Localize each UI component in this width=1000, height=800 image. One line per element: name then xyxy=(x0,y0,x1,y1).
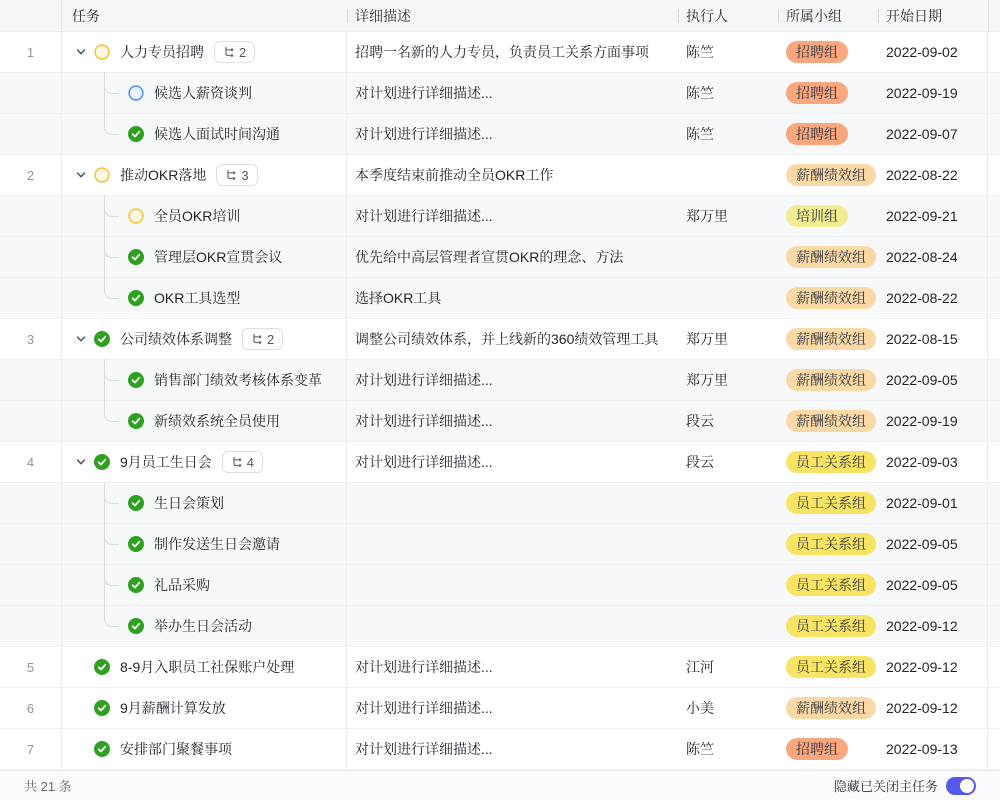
table-footer xyxy=(0,770,1000,800)
row-filler xyxy=(988,483,1000,523)
group-tag[interactable]: 员工关系组 xyxy=(786,492,876,514)
group-cell[interactable] xyxy=(778,369,878,391)
subtask-count: 2 xyxy=(239,44,247,60)
task-description[interactable]: 对计划进行详细描述... xyxy=(355,85,493,101)
header-description: 详细描述 xyxy=(347,0,678,31)
start-date[interactable]: 2022-08-24 xyxy=(878,237,988,277)
row-filler xyxy=(988,729,1000,769)
task-description[interactable]: 选择OKR工具 xyxy=(355,290,442,306)
group-cell[interactable] xyxy=(778,205,878,227)
task-cell[interactable] xyxy=(62,483,347,523)
group-cell[interactable] xyxy=(778,697,878,719)
task-cell[interactable] xyxy=(62,32,347,72)
row-filler xyxy=(988,73,1000,113)
task-title[interactable]: 礼品采购 xyxy=(154,577,210,593)
group-cell[interactable] xyxy=(778,492,878,514)
tree-connector-line xyxy=(104,72,105,114)
task-cell[interactable] xyxy=(62,442,347,482)
task-cell[interactable] xyxy=(62,278,347,318)
task-title[interactable]: 全员OKR培训 xyxy=(154,208,241,224)
task-description[interactable]: 对计划进行详细描述... xyxy=(355,413,493,429)
tree-connector-line xyxy=(104,523,105,565)
task-description[interactable]: 对计划进行详细描述... xyxy=(355,741,493,757)
task-title[interactable]: 安排部门聚餐事项 xyxy=(120,741,232,757)
tree-connector-elbow xyxy=(104,400,119,422)
row-filler xyxy=(988,688,1000,728)
task-cell[interactable] xyxy=(62,319,347,359)
task-description[interactable]: 对计划进行详细描述... xyxy=(355,126,493,142)
group-cell[interactable] xyxy=(778,82,878,104)
subtask-count-badge[interactable] xyxy=(242,328,283,350)
subtask-count: 3 xyxy=(241,167,249,183)
task-description[interactable]: 对计划进行详细描述... xyxy=(355,700,493,716)
subtask-tree-icon xyxy=(225,169,237,181)
assignee-name[interactable]: 段云 xyxy=(686,454,714,470)
tree-connector-elbow xyxy=(104,113,119,135)
tree-connector-line xyxy=(104,359,105,401)
task-cell[interactable] xyxy=(62,114,347,154)
group-cell[interactable] xyxy=(778,738,878,760)
row-number xyxy=(0,73,62,113)
header-task: 任务 xyxy=(72,7,100,24)
start-date[interactable]: 2022-09-13 xyxy=(878,729,988,769)
group-cell[interactable] xyxy=(778,123,878,145)
table-body xyxy=(0,32,1000,770)
status-done-icon[interactable] xyxy=(128,249,144,265)
task-cell[interactable] xyxy=(62,73,347,113)
row-number: 7 xyxy=(0,729,62,769)
start-date[interactable]: 2022-08-22 xyxy=(878,155,988,195)
group-tag[interactable]: 薪酬绩效组 xyxy=(786,697,876,719)
task-row[interactable] xyxy=(0,688,1000,729)
task-cell[interactable] xyxy=(62,196,347,236)
task-title[interactable]: 候选人面试时间沟通 xyxy=(154,126,280,142)
task-row[interactable] xyxy=(0,237,1000,278)
task-row[interactable] xyxy=(0,442,1000,483)
row-number xyxy=(0,401,62,441)
tree-connector-line xyxy=(104,236,105,278)
task-row[interactable] xyxy=(0,524,1000,565)
group-tag[interactable]: 员工关系组 xyxy=(786,656,876,678)
task-title[interactable]: 生日会策划 xyxy=(154,495,224,511)
row-filler xyxy=(988,319,1000,359)
start-date[interactable]: 2022-08-22 xyxy=(878,278,988,318)
task-row[interactable] xyxy=(0,32,1000,73)
task-row[interactable] xyxy=(0,729,1000,770)
row-filler xyxy=(988,647,1000,687)
tree-connector-elbow xyxy=(104,236,119,258)
group-tag[interactable]: 招聘组 xyxy=(786,41,848,63)
task-title[interactable]: 9月薪酬计算发放 xyxy=(120,700,226,716)
group-tag[interactable]: 员工关系组 xyxy=(786,574,876,596)
tree-connector-elbow xyxy=(104,359,119,381)
tree-connector-line xyxy=(104,564,105,606)
start-date[interactable]: 2022-09-12 xyxy=(878,606,988,646)
start-date[interactable]: 2022-09-19 xyxy=(878,401,988,441)
assignee-name[interactable]: 陈竺 xyxy=(686,126,714,142)
row-number: 4 xyxy=(0,442,62,482)
row-filler xyxy=(988,401,1000,441)
start-date[interactable]: 2022-09-02 xyxy=(878,32,988,72)
row-number xyxy=(0,524,62,564)
status-done-icon[interactable] xyxy=(128,618,144,634)
start-date[interactable]: 2022-09-05 xyxy=(878,360,988,400)
subtask-count-badge[interactable] xyxy=(222,451,263,473)
row-number: 1 xyxy=(0,32,62,72)
task-cell[interactable] xyxy=(62,688,347,728)
row-filler xyxy=(988,278,1000,318)
start-date[interactable]: 2022-09-19 xyxy=(878,73,988,113)
task-title[interactable]: 新绩效系统全员使用 xyxy=(154,413,280,429)
status-done-icon[interactable] xyxy=(128,536,144,552)
start-date[interactable]: 2022-09-12 xyxy=(878,688,988,728)
task-description[interactable]: 优先给中高层管理者宣贯OKR的理念、方法 xyxy=(355,249,624,265)
row-number xyxy=(0,114,62,154)
group-cell[interactable] xyxy=(778,246,878,268)
subtask-count: 4 xyxy=(246,454,255,470)
task-description[interactable]: 对计划进行详细描述... xyxy=(355,372,493,388)
group-cell[interactable] xyxy=(778,656,878,678)
group-tag[interactable]: 薪酬绩效组 xyxy=(786,369,876,391)
group-tag[interactable]: 薪酬绩效组 xyxy=(786,287,876,309)
assignee-name[interactable]: 陈竺 xyxy=(686,85,714,101)
group-cell[interactable] xyxy=(778,574,878,596)
header-filler xyxy=(988,0,1000,31)
group-cell[interactable] xyxy=(778,287,878,309)
group-tag[interactable]: 员工关系组 xyxy=(786,533,876,555)
row-filler xyxy=(988,524,1000,564)
row-filler xyxy=(988,565,1000,605)
status-done-icon[interactable] xyxy=(94,700,110,716)
start-date[interactable]: 2022-09-01 xyxy=(878,483,988,523)
row-filler xyxy=(988,32,1000,72)
task-title[interactable]: 推动OKR落地 xyxy=(120,167,207,183)
total-count: 共 21 条 xyxy=(24,779,72,794)
task-cell[interactable] xyxy=(62,401,347,441)
task-description[interactable]: 对计划进行详细描述... xyxy=(355,208,493,224)
group-cell[interactable] xyxy=(778,41,878,63)
hide-closed-label: 隐藏已关闭主任务 xyxy=(833,779,938,794)
row-number xyxy=(0,278,62,318)
status-done-icon[interactable] xyxy=(128,413,144,429)
group-tag[interactable]: 薪酬绩效组 xyxy=(786,410,876,432)
chevron-down-icon[interactable] xyxy=(74,455,88,469)
subtask-count-badge[interactable] xyxy=(216,164,257,186)
task-row[interactable] xyxy=(0,114,1000,155)
subtask-tree-icon xyxy=(231,456,243,468)
task-title[interactable]: 人力专员招聘 xyxy=(120,44,204,60)
group-cell[interactable] xyxy=(778,615,878,637)
task-row[interactable] xyxy=(0,73,1000,114)
row-number xyxy=(0,360,62,400)
task-row[interactable] xyxy=(0,483,1000,524)
table-header xyxy=(0,0,1000,32)
task-description[interactable]: 本季度结束前推动全员OKR工作 xyxy=(355,167,554,183)
row-number xyxy=(0,565,62,605)
row-number: 6 xyxy=(0,688,62,728)
group-tag[interactable]: 招聘组 xyxy=(786,82,848,104)
assignee-name[interactable]: 郑万里 xyxy=(686,372,728,388)
task-cell[interactable] xyxy=(62,524,347,564)
status-todo-icon[interactable] xyxy=(128,208,144,224)
row-filler xyxy=(988,155,1000,195)
group-tag[interactable]: 薪酬绩效组 xyxy=(786,328,876,350)
row-number xyxy=(0,483,62,523)
task-row[interactable] xyxy=(0,401,1000,442)
task-row[interactable] xyxy=(0,278,1000,319)
task-cell[interactable] xyxy=(62,647,347,687)
tree-connector-elbow xyxy=(104,564,119,586)
task-description[interactable]: 对计划进行详细描述... xyxy=(355,659,493,675)
task-cell[interactable] xyxy=(62,606,347,646)
subtask-count: 2 xyxy=(267,331,275,347)
row-number: 3 xyxy=(0,319,62,359)
task-cell[interactable] xyxy=(62,155,347,195)
header-group: 所属小组 xyxy=(778,0,878,31)
task-description[interactable]: 对计划进行详细描述... xyxy=(355,454,493,470)
group-cell[interactable] xyxy=(778,533,878,555)
row-number: 5 xyxy=(0,647,62,687)
group-cell[interactable] xyxy=(778,410,878,432)
task-description[interactable]: 调整公司绩效体系，并上线新的360绩效管理工具 xyxy=(355,331,659,347)
start-date[interactable]: 2022-09-03 xyxy=(878,442,988,482)
task-row[interactable] xyxy=(0,155,1000,196)
task-row[interactable] xyxy=(0,606,1000,647)
status-done-icon[interactable] xyxy=(128,577,144,593)
row-filler xyxy=(988,237,1000,277)
task-title[interactable]: 9月员工生日会 xyxy=(120,454,212,470)
task-description[interactable]: 招聘一名新的人力专员，负责员工关系方面事项 xyxy=(355,44,649,60)
group-cell[interactable] xyxy=(778,328,878,350)
group-tag[interactable]: 薪酬绩效组 xyxy=(786,164,876,186)
row-filler xyxy=(988,360,1000,400)
tree-connector-line xyxy=(104,482,105,524)
status-done-icon[interactable] xyxy=(128,126,144,142)
status-todo-icon[interactable] xyxy=(94,44,110,60)
task-title[interactable]: OKR工具选型 xyxy=(154,290,241,306)
chevron-down-icon[interactable] xyxy=(74,168,88,182)
start-date[interactable]: 2022-08-15 xyxy=(878,319,988,359)
row-number xyxy=(0,237,62,277)
task-title[interactable]: 举办生日会活动 xyxy=(154,618,252,634)
task-row[interactable] xyxy=(0,319,1000,360)
subtask-tree-icon xyxy=(223,46,235,58)
group-cell[interactable] xyxy=(778,451,878,473)
assignee-name[interactable]: 陈竺 xyxy=(686,741,714,757)
group-tag[interactable]: 招聘组 xyxy=(786,738,848,760)
task-title[interactable]: 管理层OKR宣贯会议 xyxy=(154,249,283,265)
group-tag[interactable]: 员工关系组 xyxy=(786,615,876,637)
assignee-name[interactable]: 郑万里 xyxy=(686,331,728,347)
start-date[interactable]: 2022-09-12 xyxy=(878,647,988,687)
header-start-date: 开始日期 xyxy=(878,0,988,31)
task-title[interactable]: 销售部门绩效考核体系变革 xyxy=(154,372,322,388)
group-tag[interactable]: 招聘组 xyxy=(786,123,848,145)
status-progress-icon[interactable] xyxy=(128,85,144,101)
task-title[interactable]: 候选人薪资谈判 xyxy=(154,85,252,101)
task-row[interactable] xyxy=(0,196,1000,237)
header-assignee: 执行人 xyxy=(678,0,778,31)
status-done-icon[interactable] xyxy=(128,372,144,388)
task-cell[interactable] xyxy=(62,360,347,400)
group-cell[interactable] xyxy=(778,164,878,186)
subtask-tree-icon xyxy=(251,333,263,345)
tree-connector-elbow xyxy=(104,277,119,299)
chevron-down-icon[interactable] xyxy=(74,332,88,346)
status-done-icon[interactable] xyxy=(128,290,144,306)
tree-connector-line xyxy=(104,195,105,237)
start-date[interactable]: 2022-09-07 xyxy=(878,114,988,154)
header-row-number xyxy=(0,0,62,31)
chevron-down-icon[interactable] xyxy=(74,45,88,59)
group-tag[interactable]: 员工关系组 xyxy=(786,451,876,473)
status-done-icon[interactable] xyxy=(94,741,110,757)
group-tag[interactable]: 培训组 xyxy=(786,205,848,227)
task-cell[interactable] xyxy=(62,729,347,769)
toggle-knob xyxy=(960,779,974,793)
start-date[interactable]: 2022-09-05 xyxy=(878,565,988,605)
task-row[interactable] xyxy=(0,565,1000,606)
task-title[interactable]: 8-9月入职员工社保账户处理 xyxy=(120,659,295,675)
row-filler xyxy=(988,442,1000,482)
assignee-name[interactable]: 江河 xyxy=(686,659,714,675)
status-done-icon[interactable] xyxy=(94,659,110,675)
assignee-name[interactable]: 小美 xyxy=(686,700,714,716)
row-number: 2 xyxy=(0,155,62,195)
task-cell[interactable] xyxy=(62,565,347,605)
hide-closed-toggle[interactable] xyxy=(946,777,976,795)
tree-connector-elbow xyxy=(104,523,119,545)
status-done-icon[interactable] xyxy=(128,495,144,511)
task-title[interactable]: 制作发送生日会邀请 xyxy=(154,536,280,552)
tree-connector-elbow xyxy=(104,195,119,217)
task-row[interactable] xyxy=(0,360,1000,401)
tree-connector-elbow xyxy=(104,482,119,504)
row-filler xyxy=(988,606,1000,646)
start-date[interactable]: 2022-09-05 xyxy=(878,524,988,564)
row-filler xyxy=(988,114,1000,154)
status-done-icon[interactable] xyxy=(94,331,110,347)
assignee-name[interactable]: 段云 xyxy=(686,413,714,429)
assignee-name[interactable]: 陈竺 xyxy=(686,44,714,60)
assignee-name[interactable]: 郑万里 xyxy=(686,208,728,224)
row-number xyxy=(0,606,62,646)
tree-connector-elbow xyxy=(104,72,119,94)
task-row[interactable] xyxy=(0,647,1000,688)
start-date[interactable]: 2022-09-21 xyxy=(878,196,988,236)
row-number xyxy=(0,196,62,236)
group-tag[interactable]: 薪酬绩效组 xyxy=(786,246,876,268)
task-cell[interactable] xyxy=(62,237,347,277)
row-filler xyxy=(988,196,1000,236)
status-todo-icon[interactable] xyxy=(94,167,110,183)
subtask-count-badge[interactable] xyxy=(214,41,255,63)
task-title[interactable]: 公司绩效体系调整 xyxy=(120,331,232,347)
status-done-icon[interactable] xyxy=(94,454,110,470)
tree-connector-elbow xyxy=(104,605,119,627)
